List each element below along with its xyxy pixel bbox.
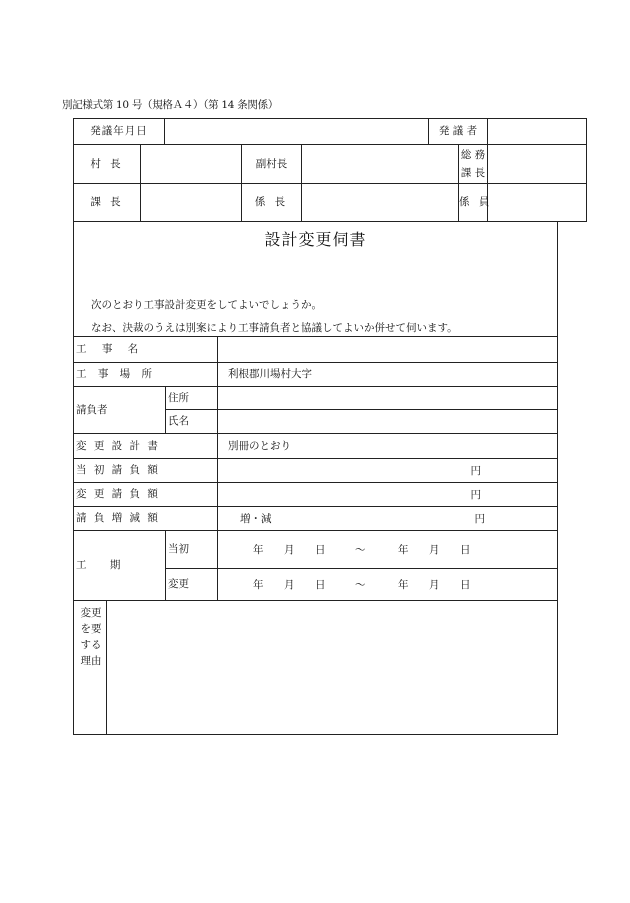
change-design-label: 変 更 設 計 書: [74, 434, 218, 459]
change-design-field[interactable]: [218, 434, 558, 459]
contractor-label: 請負者: [74, 387, 166, 434]
period-label: 工 期: [74, 531, 166, 601]
village-head-label: 村 長: [74, 145, 141, 184]
proposer-field[interactable]: [488, 119, 587, 145]
description-paragraph-2: なお、決裁のうえは別案により工事請負者と協議してよいか併せて伺います。: [91, 322, 458, 334]
name-label: 氏名: [166, 410, 218, 434]
period-initial-year: 年: [253, 543, 264, 556]
period-changed-day: 日: [315, 578, 326, 591]
period-initial-end-year: 年: [398, 543, 409, 556]
sub-chief-label: 係 長: [242, 184, 302, 222]
diff-prefix: 増・減: [240, 512, 272, 525]
date-field[interactable]: [165, 119, 429, 145]
work-place-field[interactable]: [218, 363, 558, 387]
sub-chief-seal[interactable]: [302, 184, 459, 222]
period-initial-day: 日: [315, 543, 326, 556]
section-chief-seal[interactable]: [141, 184, 242, 222]
date-label: 発議年月日: [74, 119, 165, 145]
reason-label: 変更を要する理由: [74, 601, 107, 735]
period-changed-year: 年: [253, 578, 264, 591]
name-field[interactable]: [218, 410, 558, 434]
staff-label: 係 員: [459, 184, 488, 222]
proposer-label: 発 議 者: [429, 119, 488, 145]
period-initial-field[interactable]: [218, 531, 558, 569]
work-name-field[interactable]: [218, 337, 558, 363]
period-initial-end-day: 日: [460, 543, 471, 556]
period-initial-label: 当初: [166, 531, 218, 569]
address-field[interactable]: [218, 387, 558, 410]
main-form-table: [73, 221, 558, 735]
period-initial-tilde: ～: [355, 543, 366, 556]
village-head-seal[interactable]: [141, 145, 242, 184]
address-label: 住所: [166, 387, 218, 410]
deputy-head-label: 副村長: [242, 145, 302, 184]
section-chief-label: 課 長: [74, 184, 141, 222]
general-affairs-seal[interactable]: [488, 145, 587, 184]
approval-table: [73, 118, 587, 222]
period-changed-label: 変更: [166, 569, 218, 601]
period-changed-tilde: ～: [355, 578, 366, 591]
general-affairs-line1: 総 務: [460, 149, 486, 161]
diff-amount-label: 請 負 増 減 額: [74, 507, 218, 531]
form-reference: 別記様式第 10 号（規格Ａ４）（第 14 条関係）: [62, 99, 279, 111]
work-place-label: 工 事 場 所: [74, 363, 218, 387]
period-changed-end-day: 日: [460, 578, 471, 591]
general-affairs-line2: 課 長: [460, 167, 486, 179]
initial-amount-field[interactable]: [218, 459, 558, 483]
reason-field[interactable]: [107, 601, 558, 735]
diff-amount-yen: 円: [474, 512, 485, 525]
general-affairs-label: [459, 145, 488, 184]
work-place-value: 利根郡川場村大字: [228, 368, 312, 381]
changed-amount-label: 変 更 請 負 額: [74, 483, 218, 507]
changed-amount-field[interactable]: [218, 483, 558, 507]
changed-amount-yen: 円: [470, 488, 481, 501]
period-initial-end-month: 月: [429, 543, 440, 556]
period-changed-field[interactable]: [218, 569, 558, 601]
change-design-value: 別冊のとおり: [228, 439, 291, 452]
staff-seal[interactable]: [488, 184, 587, 222]
period-changed-month: 月: [284, 578, 295, 591]
document-title: 設計変更伺書: [264, 230, 367, 249]
work-name-label: 工 事 名: [74, 337, 218, 363]
description-section: [74, 222, 558, 337]
initial-amount-yen: 円: [470, 464, 481, 477]
deputy-head-seal[interactable]: [302, 145, 459, 184]
period-changed-end-year: 年: [398, 578, 409, 591]
period-initial-month: 月: [284, 543, 295, 556]
initial-amount-label: 当 初 請 負 額: [74, 459, 218, 483]
diff-amount-field[interactable]: [218, 507, 558, 531]
description-paragraph-1: 次のとおり工事設計変更をしてよいでしょうか。: [91, 299, 322, 311]
period-changed-end-month: 月: [429, 578, 440, 591]
